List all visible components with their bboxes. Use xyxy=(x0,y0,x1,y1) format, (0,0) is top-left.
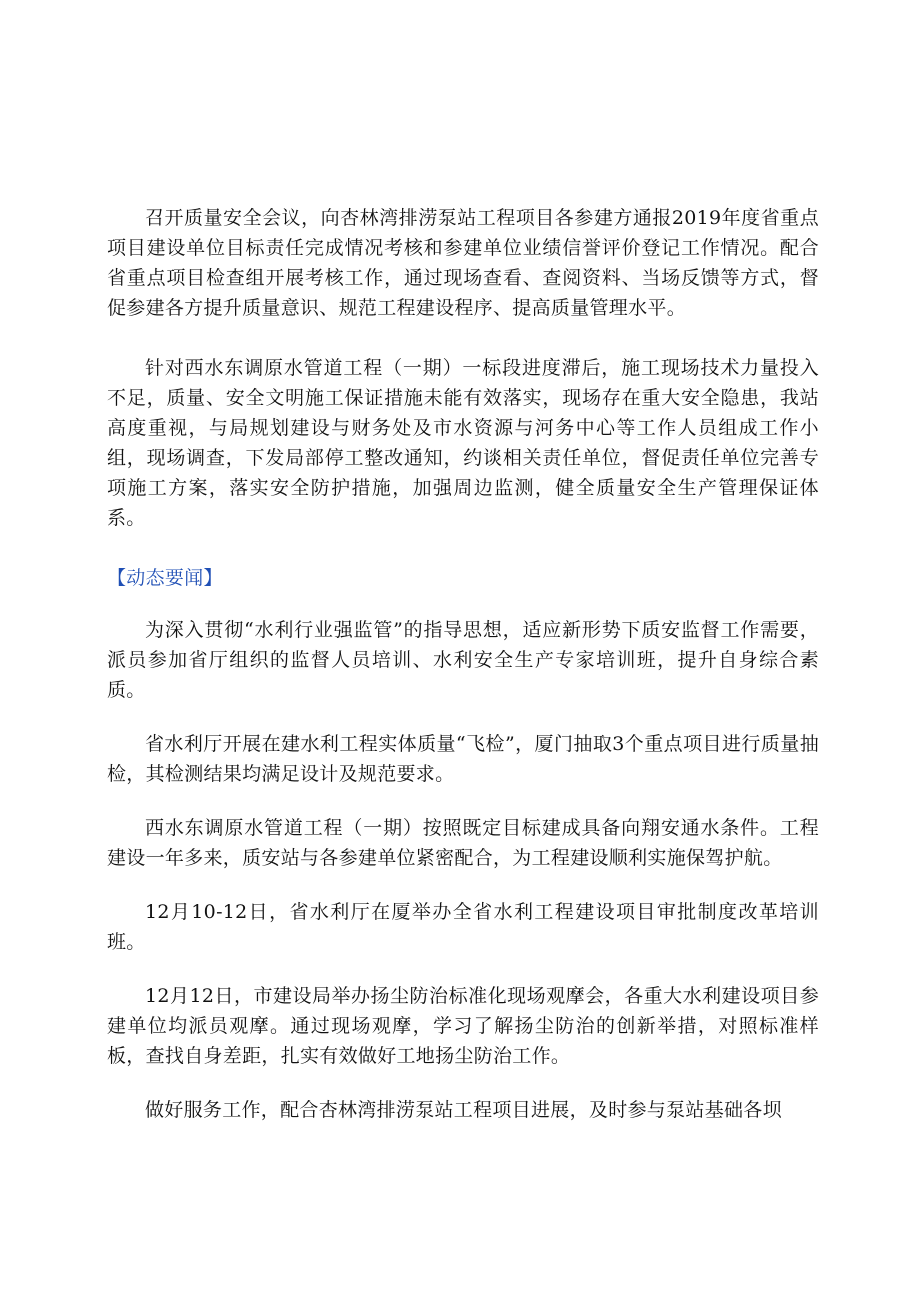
paragraph-news-dust-control: 12月12日，市建设局举办扬尘防治标准化现场观摩会，各重大水利建设项目参建单位均派员观摩。通过现场观摩，学习了解扬尘防治的创新举措，对照标准样板，查找自身差距，扎实有效做好工地扬尘防治工作。 xyxy=(107,985,819,1067)
paragraph-news-training: 为深入贯彻“水利行业强监管”的指导思想，适应新形势下质安监督工作需要，派员参加省厅组织的监督人员培训、水利安全生产专家培训班，提升自身综合素质。 xyxy=(107,619,819,701)
paragraph-news-flying-inspection: 省水利厅开展在建水利工程实体质量“飞检”，厦门抽取3个重点项目进行质量抽检，其检测结果均满足设计及规范要求。 xyxy=(107,733,819,785)
paragraph-news-approval-training: 12月10-12日，省水利厅在厦举办全省水利工程建设项目审批制度改革培训班。 xyxy=(107,901,819,953)
paragraph-news-service-work: 做好服务工作，配合杏林湾排涝泵站工程项目进展，及时参与泵站基础各坝 xyxy=(145,1099,782,1121)
section-heading-news: 【动态要闻】 xyxy=(107,567,223,589)
paragraph-news-pipeline-completion: 西水东调原水管道工程（一期）按照既定目标建成具备向翔安通水条件。工程建设一年多来，质安站与各参建单位紧密配合，为工程建设顺利实施保驾护航。 xyxy=(107,817,819,869)
paragraph-quality-meeting: 召开质量安全会议，向杏林湾排涝泵站工程项目各参建方通报2019年度省重点项目建设单位目标责任完成情况考核和参建单位业绩信誉评价登记工作情况。配合省重点项目检查组开展考核工作，通过现场查看、查阅资料、当场反馈等方式，督促参建各方提升质量意识、规范工程建设程序、提高质量管理水平。 xyxy=(107,207,819,319)
paragraph-water-pipeline-inspection: 针对西水东调原水管道工程（一期）一标段进度滞后，施工现场技术力量投入不足，质量、安全文明施工保证措施未能有效落实，现场存在重大安全隐患，我站高度重视，与局规划建设与财务处及市水资源与河务中心等工作人员组成工作小组，现场调查，下发局部停工整改通知，约谈相关责任单位，督促责任单位完善专项施工方案，落实安全防护措施，加强周边监测，健全质量安全生产管理保证体系。 xyxy=(107,357,819,529)
document-page xyxy=(107,203,819,1125)
